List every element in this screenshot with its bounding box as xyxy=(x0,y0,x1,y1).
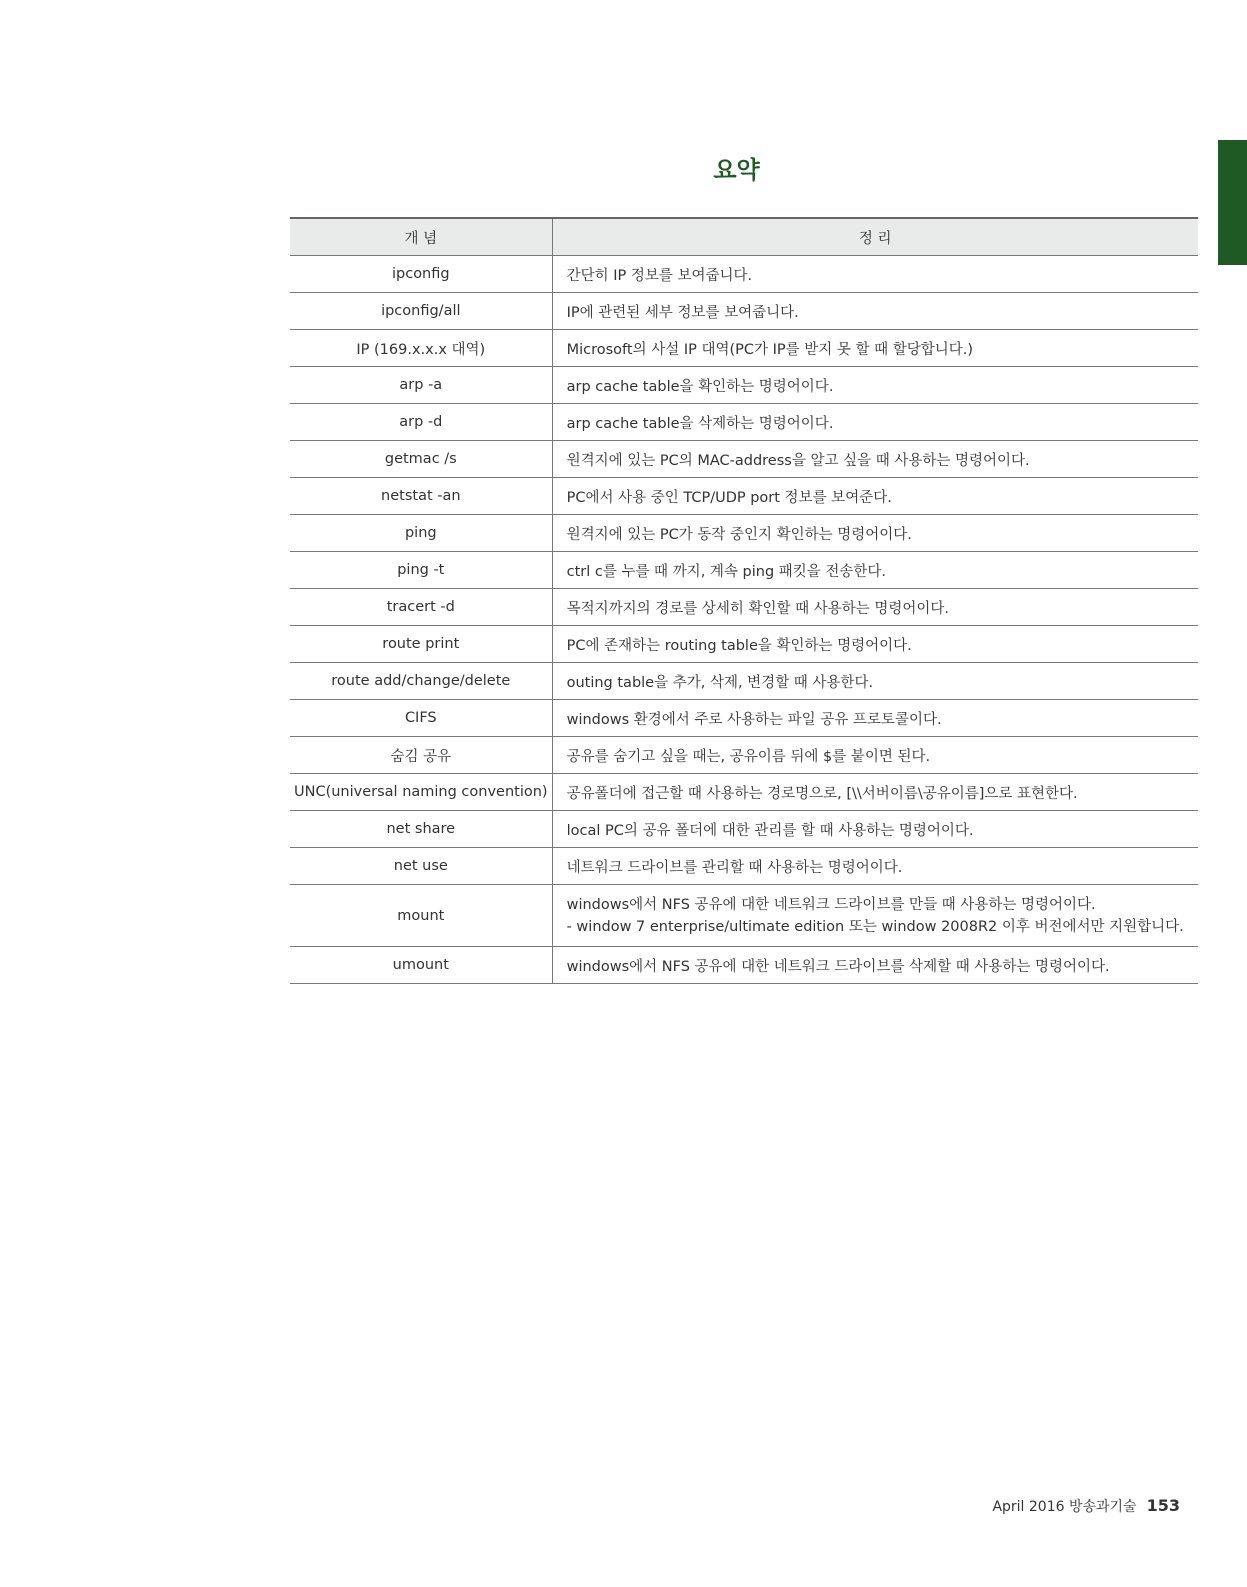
concept-cell: net share xyxy=(290,811,552,848)
table-row xyxy=(290,947,1198,984)
concept-cell: ping xyxy=(290,515,552,552)
table-row xyxy=(290,293,1198,330)
footer-publication: April 2016 방송과기술 xyxy=(992,1499,1137,1515)
table-row xyxy=(290,552,1198,589)
summary-cell: windows 환경에서 주로 사용하는 파일 공유 프로토콜이다. xyxy=(552,700,1198,737)
table-row xyxy=(290,811,1198,848)
table-row xyxy=(290,663,1198,700)
summary-cell: 원격지에 있는 PC가 동작 중인지 확인하는 명령어이다. xyxy=(552,515,1198,552)
summary-cell: PC에서 사용 중인 TCP/UDP port 정보를 보여준다. xyxy=(552,478,1198,515)
summary-cell xyxy=(552,885,1198,947)
summary-line: windows에서 NFS 공유에 대한 네트워크 드라이브를 만들 때 사용하는 명령어이다. xyxy=(566,896,1096,913)
table-row xyxy=(290,737,1198,774)
summary-cell: local PC의 공유 폴더에 대한 관리를 할 때 사용하는 명령어이다. xyxy=(552,811,1198,848)
concept-cell: CIFS xyxy=(290,700,552,737)
table-row xyxy=(290,515,1198,552)
concept-cell: arp -d xyxy=(290,404,552,441)
header-summary: 정 리 xyxy=(552,218,1198,256)
page-footer xyxy=(992,1496,1180,1516)
summary-cell: outing table을 추가, 삭제, 변경할 때 사용한다. xyxy=(552,663,1198,700)
summary-cell: Microsoft의 사설 IP 대역(PC가 IP를 받지 못 할 때 할당합니다.) xyxy=(552,330,1198,367)
summary-cell: arp cache table을 삭제하는 명령어이다. xyxy=(552,404,1198,441)
summary-cell: IP에 관련된 세부 정보를 보여줍니다. xyxy=(552,293,1198,330)
table-row xyxy=(290,478,1198,515)
concept-cell: ping -t xyxy=(290,552,552,589)
table-row xyxy=(290,774,1198,811)
concept-cell: mount xyxy=(290,885,552,947)
header-concept: 개 념 xyxy=(290,218,552,256)
summary-note-line: - window 7 enterprise/ultimate edition 또는 window 2008R2 이후 버전에서만 지원합니다. xyxy=(566,918,1184,935)
table-row xyxy=(290,441,1198,478)
table-row xyxy=(290,848,1198,885)
table-row xyxy=(290,330,1198,367)
concept-cell: route add/change/delete xyxy=(290,663,552,700)
table-row xyxy=(290,626,1198,663)
concept-cell: IP (169.x.x.x 대역) xyxy=(290,330,552,367)
concept-cell: netstat -an xyxy=(290,478,552,515)
summary-cell: ctrl c를 누를 때 까지, 계속 ping 패킷을 전송한다. xyxy=(552,552,1198,589)
concept-cell: arp -a xyxy=(290,367,552,404)
summary-cell: 목적지까지의 경로를 상세히 확인할 때 사용하는 명령어이다. xyxy=(552,589,1198,626)
table-row xyxy=(290,256,1198,293)
section-title: 요약 xyxy=(713,156,760,184)
concept-cell: ipconfig/all xyxy=(290,293,552,330)
summary-cell: 간단히 IP 정보를 보여줍니다. xyxy=(552,256,1198,293)
summary-cell: PC에 존재하는 routing table을 확인하는 명령어이다. xyxy=(552,626,1198,663)
concept-cell: net use xyxy=(290,848,552,885)
concept-cell: ipconfig xyxy=(290,256,552,293)
concept-cell: route print xyxy=(290,626,552,663)
table-header-row xyxy=(290,218,1198,256)
summary-table xyxy=(290,217,1198,984)
summary-cell: 네트워크 드라이브를 관리할 때 사용하는 명령어이다. xyxy=(552,848,1198,885)
concept-cell: tracert -d xyxy=(290,589,552,626)
table-row xyxy=(290,367,1198,404)
table-row xyxy=(290,589,1198,626)
concept-cell: UNC(universal naming convention) xyxy=(290,774,552,811)
table-row xyxy=(290,404,1198,441)
summary-cell: 공유폴더에 접근할 때 사용하는 경로명으로, [\\서버이름\공유이름]으로 표현한다. xyxy=(552,774,1198,811)
concept-cell: getmac /s xyxy=(290,441,552,478)
summary-cell: 공유를 숨기고 싶을 때는, 공유이름 뒤에 $를 붙이면 된다. xyxy=(552,737,1198,774)
summary-cell: 원격지에 있는 PC의 MAC-address을 알고 싶을 때 사용하는 명령어이다. xyxy=(552,441,1198,478)
summary-cell: windows에서 NFS 공유에 대한 네트워크 드라이브를 삭제할 때 사용하는 명령어이다. xyxy=(552,947,1198,984)
concept-cell: 숨김 공유 xyxy=(290,737,552,774)
concept-cell: umount xyxy=(290,947,552,984)
page-number: 153 xyxy=(1146,1496,1180,1515)
summary-cell: arp cache table을 확인하는 명령어이다. xyxy=(552,367,1198,404)
table-row xyxy=(290,885,1198,947)
table-row xyxy=(290,700,1198,737)
